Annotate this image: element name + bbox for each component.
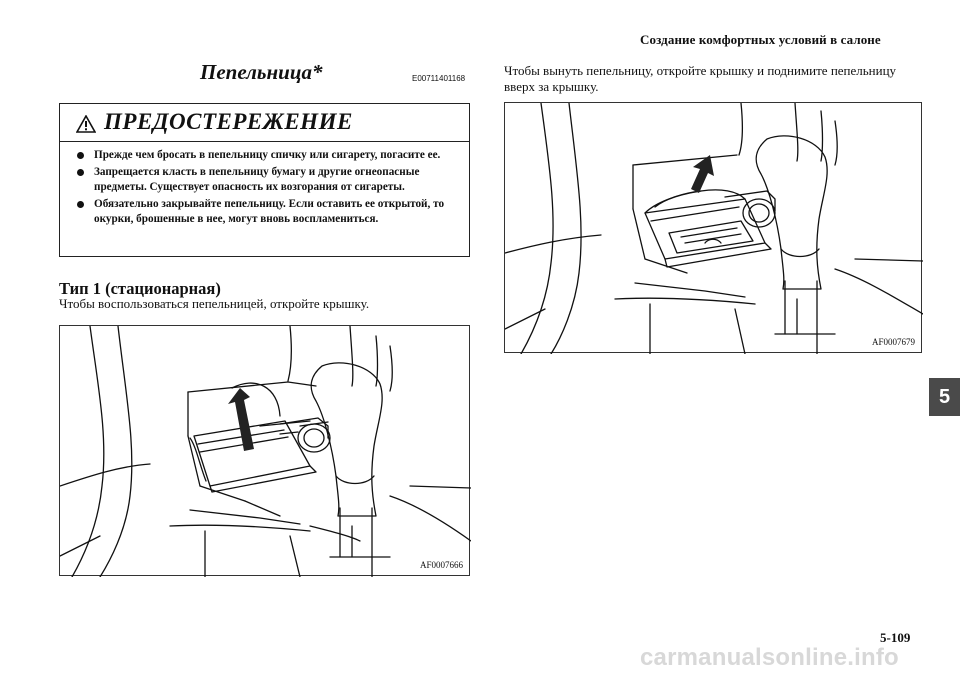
ashtray-removal-illustration — [505, 103, 923, 354]
section-title: Пепельница* — [200, 60, 323, 84]
warning-item — [74, 197, 458, 228]
figure-ashtray-open-lid — [59, 325, 470, 576]
bullet-icon — [77, 169, 84, 176]
figure-code: AF0007679 — [871, 337, 915, 347]
figure-ashtray-remove — [504, 102, 922, 353]
warning-header — [60, 104, 469, 142]
type1-heading: Тип 1 (стационарная) — [59, 279, 221, 298]
warning-list — [74, 148, 458, 229]
ashtray-illustration — [60, 326, 471, 577]
warning-item-text: Прежде чем бросать в пепельницу спичку или сигарету, погасите ее. — [94, 149, 441, 161]
warning-item-text: Обязательно закрывайте пепельницу. Если оставить ее открытой, то окурки, брошенные в нее, могут вновь воспламениться. — [94, 197, 445, 225]
warning-item-text: Запрещается класть в пепельницу бумагу и другие огнеопасные предметы. Существует опасность их возгорания от сигареты. — [94, 165, 420, 193]
watermark: carmanualsonline.info — [640, 644, 899, 671]
section-code: E00711401168 — [412, 74, 466, 83]
bullet-icon — [77, 152, 84, 159]
running-header: Создание комфортных условий в салоне — [640, 32, 881, 47]
chapter-tab[interactable]: 5 — [929, 378, 960, 416]
bullet-icon — [77, 201, 84, 208]
warning-title: ПРЕДОСТЕРЕЖЕНИЕ — [104, 109, 353, 134]
warning-item — [74, 148, 458, 164]
remove-text: Чтобы вынуть пепельницу, откройте крышку и поднимите пепельницу вверх за крышку. — [504, 63, 897, 94]
page-number: 5-109 — [880, 630, 911, 645]
type1-text: Чтобы воспользоваться пепельницей, откройте крышку. — [59, 296, 370, 311]
warning-item — [74, 165, 458, 196]
warning-triangle-icon — [76, 115, 96, 133]
figure-code: AF0007666 — [419, 560, 463, 570]
warning-box — [59, 103, 470, 257]
